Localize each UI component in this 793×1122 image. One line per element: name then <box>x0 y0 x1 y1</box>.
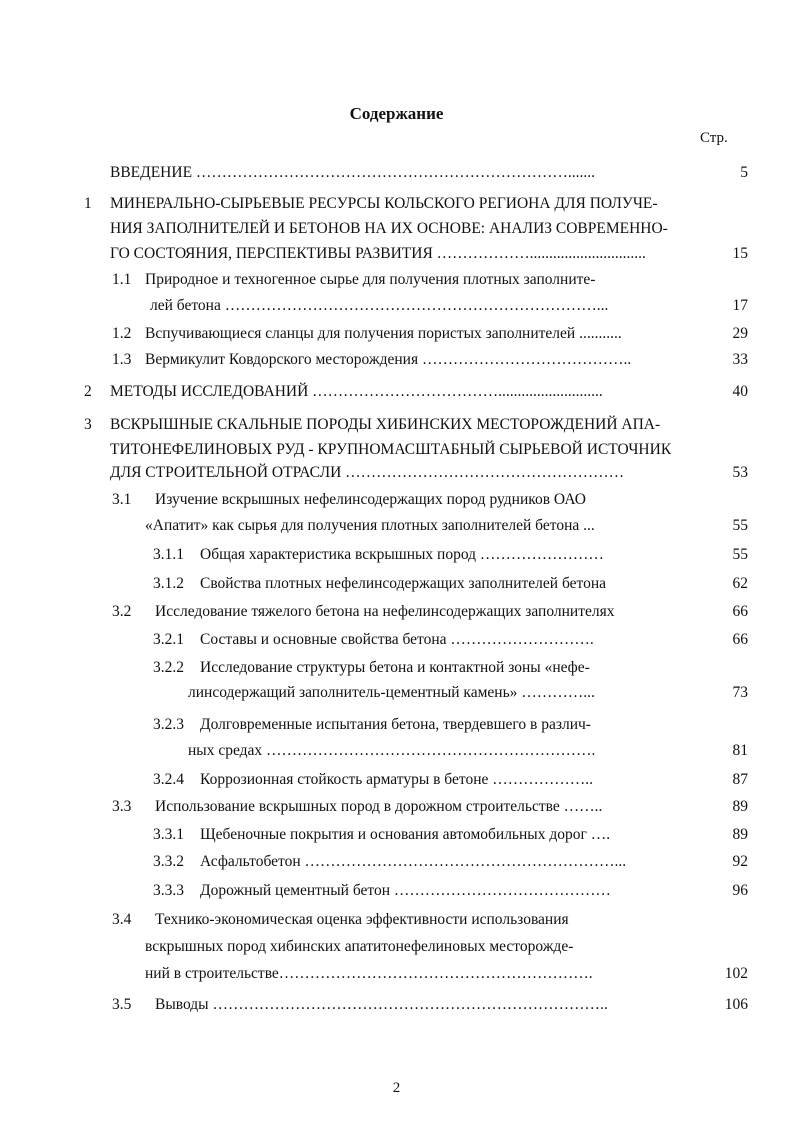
toc-entry-page: 87 <box>732 771 748 788</box>
toc-entry-number: 3.2.1 <box>153 631 184 648</box>
toc-entry-text[interactable]: Свойства плотных нефелинсодержащих заполнителей бетона <box>200 575 607 592</box>
toc-entry-number: 3.2.4 <box>153 771 184 788</box>
toc-entry-text[interactable]: Вермикулит Ковдорского месторождения ………………………………….. <box>145 351 632 368</box>
toc-entry-text[interactable]: МИНЕРАЛЬНО-СЫРЬЕВЫЕ РЕСУРСЫ КОЛЬСКОГО РЕГИОНА ДЛЯ ПОЛУЧЕ- <box>110 195 658 212</box>
toc-entry-text[interactable]: вскрышных пород хибинских апатитонефелиновых месторожде- <box>145 938 574 955</box>
toc-entry-number: 1.3 <box>112 351 132 368</box>
toc-entry-page: 92 <box>732 853 748 870</box>
toc-entry-text[interactable]: Долговременные испытания бетона, твердевшего в различ- <box>200 716 591 733</box>
toc-entry-text[interactable]: Составы и основные свойства бетона ………………………. <box>200 631 594 648</box>
toc-entry-text[interactable]: Исследование структуры бетона и контактной зоны «нефе- <box>200 659 590 676</box>
toc-entry-text[interactable]: ДЛЯ СТРОИТЕЛЬНОЙ ОТРАСЛИ ……………………………………………… <box>110 464 625 481</box>
toc-entry-number: 3.4 <box>112 911 132 928</box>
toc-entry-text[interactable]: ВСКРЫШНЫЕ СКАЛЬНЫЕ ПОРОДЫ ХИБИНСКИХ МЕСТОРОЖДЕНИЙ АПА- <box>110 416 661 433</box>
toc-entry-page: 66 <box>732 631 748 648</box>
toc-entry-number: 1 <box>84 195 92 212</box>
toc-entry-number: 3.1 <box>112 491 132 508</box>
toc-entry-page: 55 <box>732 517 748 534</box>
toc-entry-number: 3.3 <box>112 798 132 815</box>
toc-entry-text[interactable]: ний в строительстве……………………………………………………. <box>145 965 593 982</box>
toc-entry-number: 1.1 <box>112 271 132 288</box>
toc-entry-text[interactable]: МЕТОДЫ ИССЛЕДОВАНИЙ ………………………………........................... <box>110 383 603 400</box>
toc-entry-page: 53 <box>732 464 748 481</box>
page-number: 2 <box>392 1080 401 1096</box>
toc-entry-number: 2 <box>84 383 92 400</box>
toc-entry-page: 102 <box>724 965 748 982</box>
toc-entry-number: 3.3.1 <box>153 826 184 843</box>
toc-entry-page: 15 <box>732 245 748 262</box>
toc-entry-text[interactable]: Щебеночные покрытия и основания автомобильных дорог …. <box>200 826 611 843</box>
toc-entry-text[interactable]: ТИТОНЕФЕЛИНОВЫХ РУД - КРУПНОМАСШТАБНЫЙ СЫРЬЕВОЙ ИСТОЧНИК <box>110 441 672 458</box>
toc-entry-page: 62 <box>732 575 748 592</box>
toc-entry-page: 33 <box>732 351 748 368</box>
toc-entry-text[interactable]: Вспучивающиеся сланцы для получения пористых заполнителей ........... <box>145 325 622 342</box>
toc-entry-number: 3.3.3 <box>153 882 184 899</box>
toc-entry-text[interactable]: ВВЕДЕНИЕ ………………………………………………………………....... <box>110 164 596 181</box>
toc-entry-number: 3 <box>84 416 92 433</box>
toc-entry-page: 29 <box>732 325 748 342</box>
toc-entry-page: 89 <box>732 826 748 843</box>
toc-entry-number: 3.2 <box>112 603 132 620</box>
toc-entry-text[interactable]: лей бетона ………………………………………………………………... <box>150 297 609 314</box>
toc-entry-text[interactable]: Коррозионная стойкость арматуры в бетоне ……………….. <box>200 771 593 788</box>
toc-entry-text[interactable]: ГО СОСТОЯНИЯ, ПЕРСПЕКТИВЫ РАЗВИТИЯ ……………….............................. <box>110 245 646 262</box>
toc-entry-number: 3.2.3 <box>153 716 184 733</box>
toc-entry-text[interactable]: Использование вскрышных пород в дорожном строительстве …….. <box>155 798 603 815</box>
toc-entry-text[interactable]: Изучение вскрышных нефелинсодержащих пород рудников ОАО <box>155 491 586 508</box>
toc-entry-text[interactable]: Асфальтобетон ……………………………………………………... <box>200 853 627 870</box>
toc-entry-number: 1.2 <box>112 325 132 342</box>
page-column-label: Стр. <box>700 130 728 146</box>
toc-entry-text[interactable]: Природное и техногенное сырье для получения плотных заполните- <box>145 271 596 288</box>
toc-entry-text[interactable]: Выводы ………………………………………………………………….. <box>155 996 608 1013</box>
toc-entry-text[interactable]: ных средах ………………………………………………………. <box>188 742 596 759</box>
toc-entry-text[interactable]: Общая характеристика вскрышных пород …………………… <box>200 546 604 563</box>
toc-entry-page: 40 <box>732 383 748 400</box>
toc-entry-text[interactable]: Дорожный цементный бетон …………………………………… <box>200 882 611 899</box>
toc-entry-page: 55 <box>732 546 748 563</box>
toc-entry-page: 66 <box>732 603 748 620</box>
toc-entry-text[interactable]: НИЯ ЗАПОЛНИТЕЛЕЙ И БЕТОНОВ НА ИХ ОСНОВЕ: АНАЛИЗ СОВРЕМЕННО- <box>110 220 668 237</box>
toc-entry-text[interactable]: линсодержащий заполнитель-цементный камень» …………... <box>188 684 595 701</box>
toc-entry-number: 3.1.1 <box>153 546 184 563</box>
toc-entry-page: 96 <box>732 882 748 899</box>
toc-entry-page: 73 <box>732 684 748 701</box>
toc-entry-page: 81 <box>732 742 748 759</box>
toc-entry-page: 89 <box>732 798 748 815</box>
toc-entry-page: 17 <box>732 297 748 314</box>
toc-entry-text[interactable]: «Апатит» как сырья для получения плотных заполнителей бетона ... <box>145 517 595 534</box>
toc-entry-number: 3.3.2 <box>153 853 184 870</box>
toc-entry-number: 3.2.2 <box>153 659 184 676</box>
toc-entry-page: 106 <box>724 996 748 1013</box>
toc-entry-number: 3.1.2 <box>153 575 184 592</box>
page-title: Содержание <box>349 104 444 123</box>
toc-entry-number: 3.5 <box>112 996 132 1013</box>
toc-entry-text[interactable]: Технико-экономическая оценка эффективности использования <box>155 911 569 928</box>
toc-entry-page: 5 <box>740 164 748 181</box>
toc-entry-text[interactable]: Исследование тяжелого бетона на нефелинсодержащих заполнителях <box>155 603 615 620</box>
